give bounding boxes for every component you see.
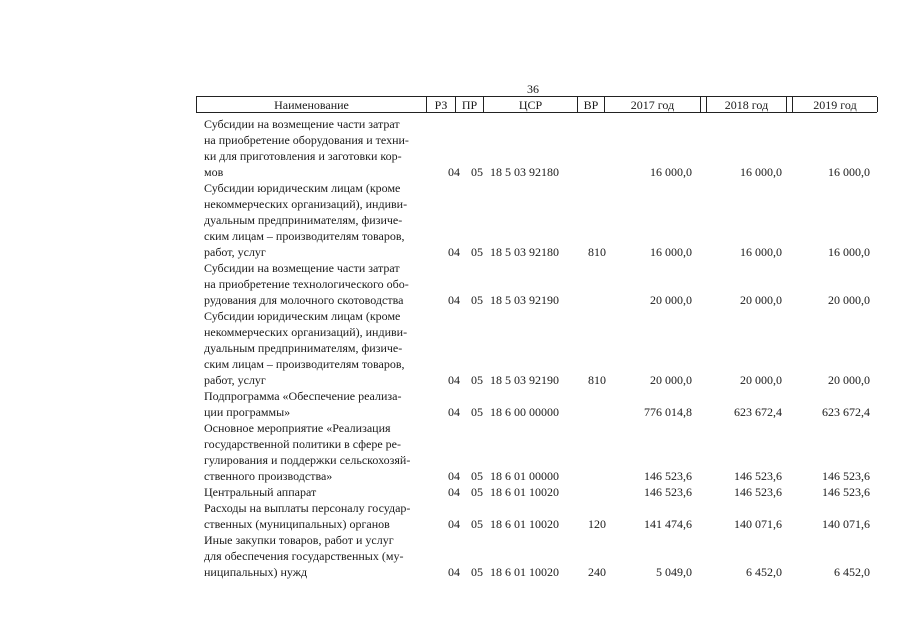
cell-csr: 18 6 01 10020	[490, 517, 559, 531]
row-name-line: ции программы»	[204, 405, 291, 419]
cell-2018: 6 452,0	[746, 565, 782, 579]
row-name-line: на приобретение оборудования и техни-	[204, 133, 409, 147]
page-number: 36	[527, 82, 539, 96]
cell-2019: 146 523,6	[822, 485, 870, 499]
cell-2018: 146 523,6	[734, 469, 782, 483]
header-2019: 2019 год	[793, 97, 878, 112]
cell-2017: 20 000,0	[650, 373, 692, 387]
row-name-line: государственной политики в сфере ре-	[204, 437, 402, 451]
cell-csr: 18 5 03 92190	[490, 293, 559, 307]
cell-csr: 18 6 00 00000	[490, 405, 559, 419]
cell-2017: 20 000,0	[650, 293, 692, 307]
cell-rz: 04	[448, 373, 460, 387]
cell-csr: 18 5 03 92180	[490, 245, 559, 259]
cell-rz: 04	[448, 293, 460, 307]
row-name-line: Расходы на выплаты персоналу государ-	[204, 501, 411, 515]
cell-csr: 18 5 03 92190	[490, 373, 559, 387]
cell-2018: 20 000,0	[740, 373, 782, 387]
cell-pr: 05	[471, 405, 483, 419]
row-name-line: ственных (муниципальных) органов	[204, 517, 390, 531]
cell-2017: 146 523,6	[644, 469, 692, 483]
cell-vr: 810	[588, 245, 606, 259]
row-name-line: ственного производства»	[204, 469, 333, 483]
header-vr: ВР	[578, 97, 605, 112]
cell-vr: 810	[588, 373, 606, 387]
cell-csr: 18 6 01 10020	[490, 565, 559, 579]
cell-rz: 04	[448, 469, 460, 483]
cell-rz: 04	[448, 245, 460, 259]
cell-2019: 16 000,0	[828, 165, 870, 179]
cell-rz: 04	[448, 565, 460, 579]
cell-pr: 05	[471, 485, 483, 499]
cell-pr: 05	[471, 565, 483, 579]
row-name-line: ским лицам – производителям товаров,	[204, 229, 405, 243]
cell-2018: 140 071,6	[734, 517, 782, 531]
row-name-line: некоммерческих организаций), индиви-	[204, 197, 408, 211]
cell-vr: 120	[588, 517, 606, 531]
row-name-line: мов	[204, 165, 224, 179]
table-header	[196, 96, 877, 113]
row-name-line: работ, услуг	[204, 245, 266, 259]
row-name-line: рудования для молочного скотоводства	[204, 293, 404, 307]
cell-csr: 18 5 03 92180	[490, 165, 559, 179]
cell-2019: 140 071,6	[822, 517, 870, 531]
cell-2018: 20 000,0	[740, 293, 782, 307]
row-name-line: ниципальных) нужд	[204, 565, 308, 579]
row-name-line: ским лицам – производителям товаров,	[204, 357, 405, 371]
cell-rz: 04	[448, 405, 460, 419]
cell-2017: 5 049,0	[656, 565, 692, 579]
cell-2019: 6 452,0	[834, 565, 870, 579]
cell-csr: 18 6 01 10020	[490, 485, 559, 499]
cell-rz: 04	[448, 485, 460, 499]
row-name-line: Центральный аппарат	[204, 485, 317, 499]
header-rz: РЗ	[427, 97, 456, 112]
cell-rz: 04	[448, 517, 460, 531]
row-name-line: на приобретение технологического обо-	[204, 277, 409, 291]
cell-2019: 146 523,6	[822, 469, 870, 483]
cell-pr: 05	[471, 517, 483, 531]
cell-pr: 05	[471, 245, 483, 259]
row-name-line: Субсидии юридическим лицам (кроме	[204, 181, 401, 195]
cell-2017: 776 014,8	[644, 405, 692, 419]
header-2017: 2017 год	[605, 97, 701, 112]
row-name-line: Субсидии на возмещение части затрат	[204, 261, 400, 275]
cell-2019: 16 000,0	[828, 245, 870, 259]
cell-pr: 05	[471, 165, 483, 179]
row-name-line: работ, услуг	[204, 373, 266, 387]
cell-rz: 04	[448, 165, 460, 179]
row-name-line: Основное мероприятие «Реализация	[204, 421, 391, 435]
cell-csr: 18 6 01 00000	[490, 469, 559, 483]
row-name-line: Субсидии на возмещение части затрат	[204, 117, 400, 131]
row-name-line: гулирования и поддержки сельскохозяй-	[204, 453, 411, 467]
cell-vr: 240	[588, 565, 606, 579]
cell-2019: 20 000,0	[828, 373, 870, 387]
cell-2018: 16 000,0	[740, 165, 782, 179]
cell-2017: 141 474,6	[644, 517, 692, 531]
header-2018: 2018 год	[707, 97, 787, 112]
row-name-line: дуальным предпринимателям, физиче-	[204, 213, 403, 227]
row-name-line: дуальным предпринимателям, физиче-	[204, 341, 403, 355]
cell-pr: 05	[471, 373, 483, 387]
header-pr: ПР	[456, 97, 484, 112]
cell-2018: 16 000,0	[740, 245, 782, 259]
row-name-line: ки для приготовления и заготовки кор-	[204, 149, 402, 163]
header-csr: ЦСР	[484, 97, 578, 112]
row-name-line: Субсидии юридическим лицам (кроме	[204, 309, 401, 323]
cell-2017: 146 523,6	[644, 485, 692, 499]
cell-2018: 623 672,4	[734, 405, 782, 419]
row-name-line: для обеспечения государственных (му-	[204, 549, 404, 563]
cell-2019: 623 672,4	[822, 405, 870, 419]
row-name-line: Подпрограмма «Обеспечение реализа-	[204, 389, 402, 403]
header-name: Наименование	[197, 97, 427, 112]
cell-pr: 05	[471, 469, 483, 483]
cell-2018: 146 523,6	[734, 485, 782, 499]
cell-2017: 16 000,0	[650, 245, 692, 259]
cell-2017: 16 000,0	[650, 165, 692, 179]
row-name-line: некоммерческих организаций), индиви-	[204, 325, 408, 339]
row-name-line: Иные закупки товаров, работ и услуг	[204, 533, 394, 547]
cell-2019: 20 000,0	[828, 293, 870, 307]
cell-pr: 05	[471, 293, 483, 307]
